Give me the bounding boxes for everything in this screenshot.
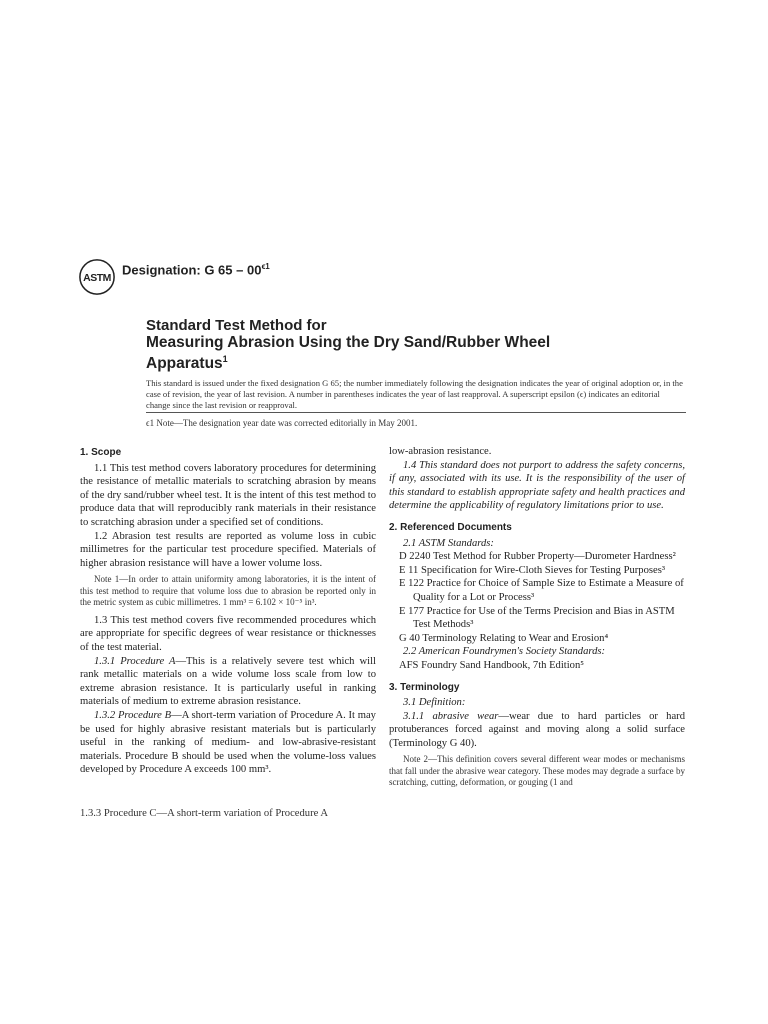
paragraph-1-3-2: 1.3.2 Procedure B—A short-term variation of Procedure A. It may be used for highly abrasive resistant materials but is particularly useful in the ranking of medium- and low-abrasive-resistant materials. Procedure B should be used when the volume-loss values developed by Procedure A exceeds 100 mm³. — [80, 710, 376, 776]
left-column — [80, 446, 376, 777]
section-heading-terminology: 3. Terminology — [389, 681, 460, 693]
title-line-2: Measuring Abrasion Using the Dry Sand/Rubber Wheel — [146, 334, 551, 351]
note-2: Note 2—This definition covers several different wear modes or mechanisms that fall under the abrasive wear category. These modes may degrade a surface by scratching, cutting, deformation, or gouging (1 and — [389, 754, 685, 788]
reference-item: E 11 Specification for Wire-Cloth Sieves for Testing Purposes³ — [399, 564, 666, 576]
section-heading-scope: 1. Scope — [80, 447, 122, 458]
epsilon-note: ϵ1 Note—The designation year date was corrected editorially in May 2001. — [146, 418, 418, 428]
definition-abrasive-wear: 3.1.1 abrasive wear—wear due to hard particles or hard protuberances forced against and moving along a solid surface (Terminology G 40). — [389, 710, 685, 749]
right-column — [389, 445, 685, 794]
title-line-3: Apparatus$^1$ — [146, 354, 228, 373]
reference-list — [389, 550, 685, 645]
title-line-1: Standard Test Method for — [146, 317, 327, 334]
note-1: Note 1—In order to attain uniformity among laboratories, it is the intent of this test method to require that volume loss due to abrasion be reported only in the metric system as cubic millimetres. 1 mm³ = 6.102 × 10⁻⁵ in³. — [80, 574, 376, 608]
reference-item: E 122 Practice for Choice of Sample Size to Estimate a Measure of Quality for a Lot or Process³ — [399, 578, 684, 603]
paragraph-1-3-1: 1.3.1 Procedure A—This is a relatively severe test which will rank metallic materials on a wide volume loss scale from low to extreme abrasion resistance. It is particularly useful in ranking materials of medium to extreme abrasion resistance. — [80, 655, 376, 708]
reference-item: D 2240 Test Method for Rubber Property—Durometer Hardness² — [399, 551, 676, 563]
paragraph-1-2: 1.2 Abrasion test results are reported as volume loss in cubic millimetres for the particular test procedure specified. Materials of higher abrasion resistance will have a lower volume loss. — [80, 530, 376, 569]
paragraph-1-1: 1.1 This test method covers laboratory procedures for determining the resistance of metallic materials to scratching abrasion by means of the dry sand/rubber wheel test. It is the intent of this test method to produce data that will reproducibly rank materials in their resistance to scratching abrasion under a specified set of conditions. — [80, 462, 376, 528]
continued-text: low-abrasion resistance. — [389, 446, 492, 457]
reference-item-afs: AFS Foundry Sand Handbook, 7th Edition⁵ — [399, 659, 584, 671]
section-heading-references: 2. Referenced Documents — [389, 521, 512, 533]
standard-notice: This standard is issued under the fixed designation G 65; the number immediately following the designation indicates the year of original adoption or, in the case of revision, the year of last revision. A number in parentheses indicates the year of last reapproval. A superscript epsilon (ϵ) indicates an editorial change since the last revision or reapproval. — [146, 378, 683, 410]
reference-item: E 177 Practice for Use of the Terms Precision and Bias in ASTM Test Methods³ — [399, 605, 675, 631]
refs-subheading: 2.1 ASTM Standards: — [403, 537, 494, 549]
paragraph-1-4: 1.4 This standard does not purport to address the safety concerns, if any, associated with its use. It is the responsibility of the user of this standard to establish appropriate safety and health practices and determine the applicability of regulatory limitations prior to use. — [389, 459, 685, 512]
divider — [146, 412, 686, 413]
definition-subheading: 3.1 Definition: — [403, 697, 466, 709]
paragraph-1-3: 1.3 This test method covers five recommended procedures which are appropriate for specific degrees of wear resistance or thicknesses of the test material. — [80, 614, 376, 654]
refs-subheading-2: 2.2 American Foundrymen's Society Standards: — [403, 646, 606, 658]
designation: Designation: G $65 - 00^{\epsilon 1}$ — [122, 262, 270, 278]
document-title — [146, 317, 666, 372]
svg-text:ASTM: ASTM — [83, 272, 111, 284]
astm-logo-icon — [78, 258, 116, 296]
cutoff-line: 1.3.3 Procedure C—A short-term variation of Procedure A — [80, 808, 329, 818]
reference-item: G 40 Terminology Relating to Wear and Erosion⁴ — [399, 632, 609, 644]
